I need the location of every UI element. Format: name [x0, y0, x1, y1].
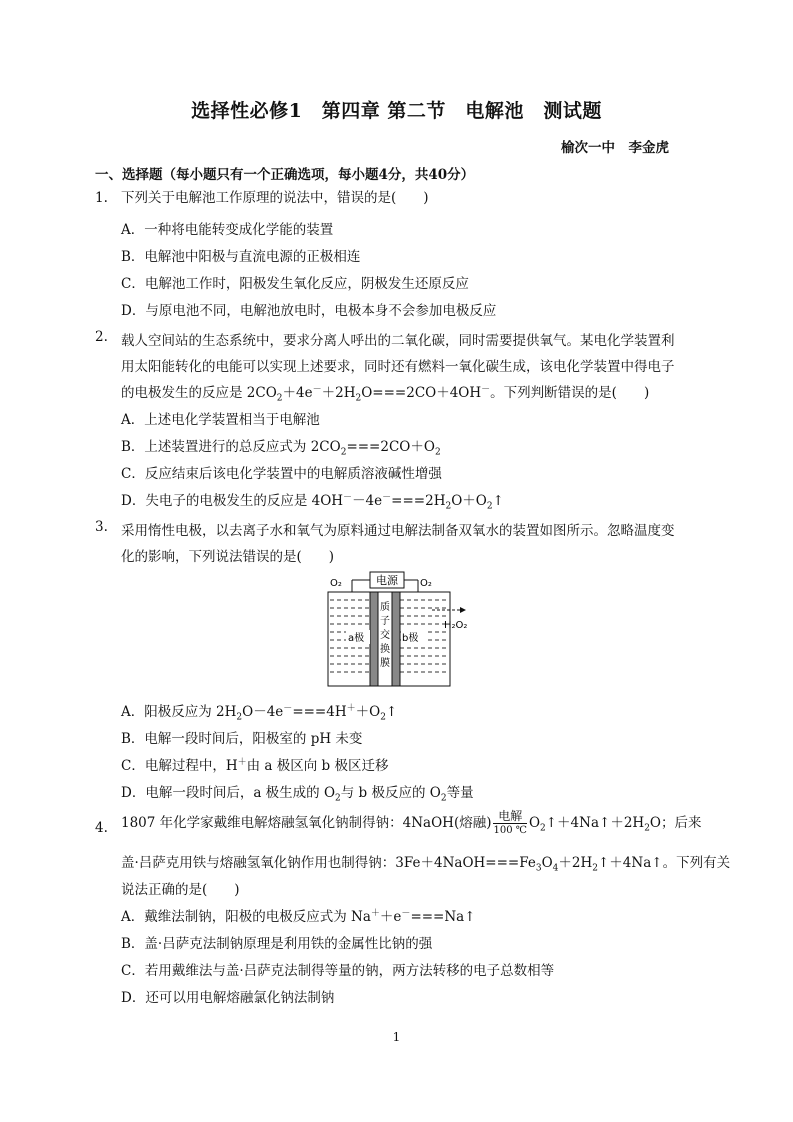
electrode-a-label: a极 [348, 633, 365, 644]
electrode-a [370, 592, 378, 686]
left-gas-label: O₂ [330, 578, 342, 589]
question-1-number: 1. [95, 190, 108, 206]
question-4-number: 4. [95, 820, 108, 836]
question-4-option-b: B．盖·吕萨克法制钠原理是利用铁的金属性比钠的强 [121, 936, 433, 952]
question-1-option-d: D．与原电池不同，电解池放电时，电极本身不会参加电极反应 [121, 303, 497, 319]
electrode-b [392, 592, 400, 686]
electrolysis-diagram [322, 570, 482, 688]
reaction-condition: $\frac{\text{电解}}{100 ℃}$ [493, 809, 527, 836]
question-3-option-c: C．电解过程中，H＋由 a 极区向 b 极区迁移 [121, 757, 389, 774]
question-2-stem-line-1: 载人空间站的生态系统中，要求分离人呼出的二氧化碳，同时需要提供氧气。某电化学装置利 [121, 333, 675, 349]
page-number: 1 [392, 1030, 401, 1044]
question-4-option-a: A．戴维法制钠，阳极的电极反应式为 Na＋＋e－===Na↑ [121, 908, 476, 925]
power-source-label: 电源 [376, 574, 398, 587]
question-3-stem-line-1: 采用惰性电极，以去离子水和氧气为原料通过电解法制备双氧水的装置如图所示。忽略温度变 [121, 523, 675, 539]
question-2-number: 2. [95, 329, 108, 345]
question-2-option-b: B．上述装置进行的总反应式为 $2CO_2===2CO+O_2$ [121, 439, 441, 458]
question-2-option-a: A．上述电化学装置相当于电解池 [121, 412, 320, 428]
question-4-option-d: D．还可以用电解熔融氯化钠法制钠 [121, 990, 335, 1006]
question-1-stem: 下列关于电解池工作原理的说法中，错误的是( ) [121, 190, 429, 206]
question-2-option-c: C．反应结束后该电化学装置中的电解质溶液碱性增强 [121, 466, 442, 482]
question-4-line-1: 1807 年化学家戴维电解熔融氢氧化钠制得钠：4NaOH(熔融) $\frac{\text{电解}}{100 ℃}$ $O_2↑+4Na↑+2H_2O$；后来 [121, 809, 702, 836]
question-3-number: 3. [95, 519, 108, 535]
question-2-option-d: D．失电子的电极发生的反应是 $4OH^--4e^-===2H_2O+O_2↑$ [121, 492, 504, 512]
question-1-option-a: A．一种将电能转变成化学能的装置 [121, 222, 334, 238]
question-2-stem-line-3: 的电极发生的反应是 $2CO_2+4e^-+2H_2O===2CO+4OH^-$。下列判断错误的是( ) [121, 384, 650, 404]
page-title: 选择性必修1 第四章 第二节 电解池 测试题 [191, 100, 602, 122]
author-line: 榆次一中 李金虎 [561, 140, 669, 156]
question-4-line-2: 盖·吕萨克用铁与熔融氢氧化钠作用也制得钠：$3Fe+4NaOH===Fe_3O_4+2H_2↑+4Na↑$。下列有关 [121, 855, 731, 874]
question-1-option-c: C．电解池工作时，阳极发生氧化反应，阴极发生还原反应 [121, 276, 469, 292]
question-2-stem-line-2: 用太阳能转化的电能可以实现上述要求，同时还有燃料一氧化碳生成，该电化学装置中得电子 [121, 359, 675, 375]
question-4-line-3: 说法正确的是( ) [121, 882, 240, 898]
question-3-stem-line-2: 化的影响，下列说法错误的是( ) [121, 549, 335, 565]
question-1-option-b: B．电解池中阳极与直流电源的正极相连 [121, 249, 361, 265]
question-3-option-b: B．电解一段时间后，阳极室的 pH 未变 [121, 731, 363, 747]
electrode-b-label: b极 [402, 633, 419, 644]
question-3-option-d: D．电解一段时间后，a 极生成的 $O_2$与 b 极反应的 $O_2$等量 [121, 785, 474, 804]
product-label: H₂O₂ [444, 620, 468, 631]
question-4-option-c: C．若用戴维法与盖·吕萨克法制得等量的钠，两方法转移的电子总数相等 [121, 963, 555, 979]
right-gas-label: O₂ [420, 578, 432, 589]
question-3-option-a: A．阳极反应为 $2H_2O-4e^-===4H^++O_2↑$ [121, 703, 398, 723]
membrane-label: 质子交换膜 [380, 602, 390, 669]
section-heading: 一、选择题（每小题只有一个正确选项，每小题4分，共40分） [95, 167, 475, 183]
